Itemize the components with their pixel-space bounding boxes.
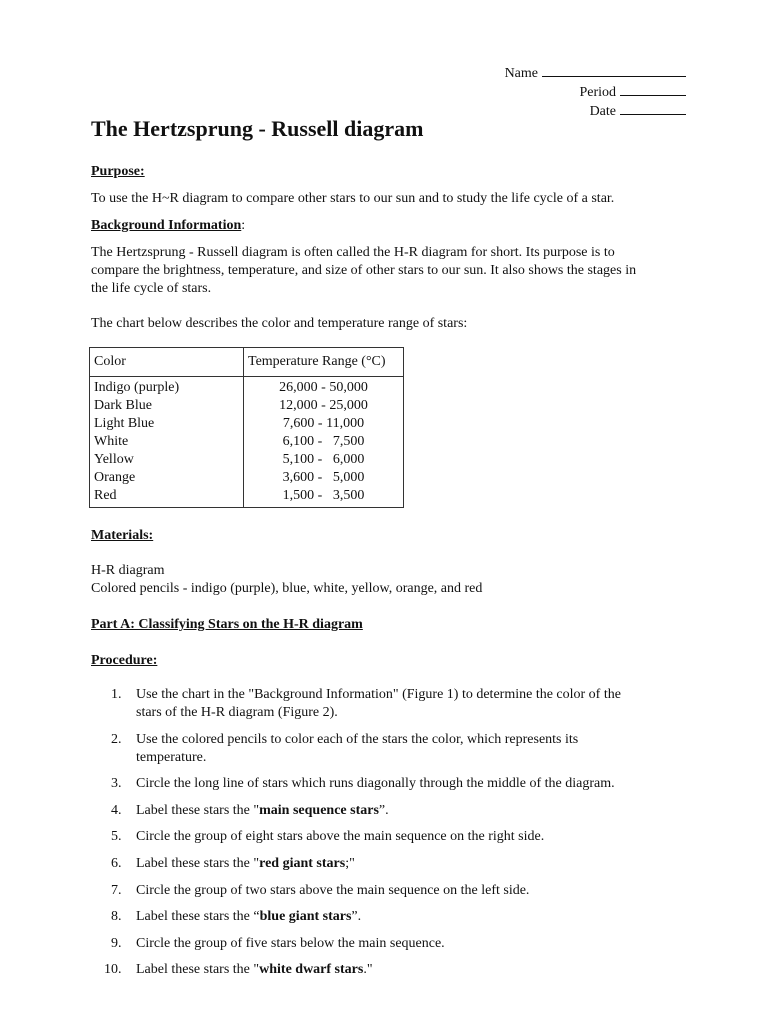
list-item: [91, 961, 691, 979]
procedure-heading: [91, 652, 691, 670]
range-cell: 1,500 - 3,500: [282, 488, 365, 503]
step-text-pre: Label these stars the ": [136, 962, 260, 978]
list-item: [91, 686, 691, 722]
color-cell: Indigo (purple): [94, 380, 180, 395]
step-text-pre: Label these stars the ": [136, 855, 260, 871]
range-column: [244, 377, 404, 508]
range-cell: 6,100 - 7,500: [282, 434, 365, 449]
table-header-row: [90, 348, 404, 377]
list-item: [91, 802, 691, 820]
background-heading-text: Background Information: [91, 218, 242, 233]
star-temperature-table: [89, 347, 404, 508]
name-blank[interactable]: [542, 64, 686, 77]
color-cell: Dark Blue: [94, 398, 152, 413]
range-cell: 12,000 - 25,000: [279, 398, 368, 413]
list-item: [91, 828, 691, 846]
purpose-text: To use the H~R diagram to compare other stars to our sun and to study the life cycle of a star.: [91, 191, 615, 206]
step-number: 2.: [111, 731, 122, 747]
background-paragraph: [91, 244, 691, 298]
list-item: [91, 855, 691, 873]
procedure-heading-text: Procedure:: [91, 653, 158, 668]
materials-item: H-R diagram: [91, 563, 165, 578]
range-cell: 3,600 - 5,000: [282, 470, 365, 485]
materials-list: [91, 562, 691, 598]
step-number: 4.: [111, 802, 122, 818]
step-number: 5.: [111, 829, 122, 845]
step-text-pre: Label these stars the “: [136, 909, 260, 925]
color-cell: Orange: [94, 470, 136, 485]
purpose-heading-text: Purpose:: [91, 164, 145, 179]
step-number: 9.: [111, 935, 122, 951]
student-info-fields: [505, 64, 686, 121]
step-number: 8.: [111, 909, 122, 925]
name-label: Name: [504, 66, 538, 81]
period-blank[interactable]: [620, 83, 686, 96]
page-title: The Hertzsprung - Russell diagram: [91, 116, 424, 141]
step-text: Circle the group of five stars below the main sequence.: [136, 935, 445, 951]
background-heading-suffix: :: [241, 218, 246, 233]
step-text-continued: temperature.: [136, 749, 207, 765]
materials-heading-text: Materials:: [91, 528, 154, 543]
materials-item: Colored pencils - indigo (purple), blue, white, yellow, orange, and red: [91, 581, 483, 596]
range-cell: 5,100 - 6,000: [282, 452, 365, 467]
date-blank[interactable]: [620, 102, 686, 115]
step-text-bold: white dwarf stars: [259, 962, 364, 978]
step-number: 6.: [111, 855, 122, 871]
list-item: [91, 908, 691, 926]
chart-intro: The chart below describes the color and temperature range of stars:: [91, 316, 468, 331]
step-text: Circle the long line of stars which runs diagonally through the middle of the diagram.: [136, 776, 615, 792]
table-header-color: Color: [90, 348, 244, 377]
name-field[interactable]: [505, 64, 686, 83]
period-field[interactable]: [505, 83, 686, 102]
step-text-pre: Label these stars the ": [136, 802, 260, 818]
step-number: 10.: [104, 962, 122, 978]
part-a-heading-text: Part A: Classifying Stars on the H-R diagram: [91, 617, 363, 632]
materials-heading: [91, 527, 691, 545]
step-text-post: .": [363, 962, 373, 978]
background-heading: [91, 217, 691, 235]
date-field[interactable]: [505, 102, 686, 121]
period-label: Period: [579, 85, 616, 100]
color-cell: Yellow: [94, 452, 134, 467]
step-text: Circle the group of two stars above the main sequence on the left side.: [136, 882, 530, 898]
step-text-post: ;": [345, 855, 355, 871]
part-a-heading: [91, 616, 691, 634]
step-number: 3.: [111, 776, 122, 792]
date-label: Date: [589, 104, 616, 119]
step-text-bold: red giant stars: [259, 855, 346, 871]
background-line-3: the life cycle of stars.: [91, 281, 212, 296]
range-cell: 26,000 - 50,000: [279, 380, 368, 395]
step-text: Circle the group of eight stars above the main sequence on the right side.: [136, 829, 545, 845]
step-text: Use the colored pencils to color each of the stars the color, which represents its: [136, 731, 579, 747]
color-cell: Light Blue: [94, 416, 155, 431]
table-header-range: Temperature Range (°C): [244, 348, 404, 377]
list-item: [91, 882, 691, 900]
step-text-post: ”.: [378, 802, 389, 818]
table-row: [90, 377, 404, 508]
step-text-bold: blue giant stars: [259, 909, 352, 925]
list-item: [91, 731, 691, 767]
color-cell: White: [94, 434, 129, 449]
step-number: 7.: [111, 882, 122, 898]
range-cell: 7,600 - 11,000: [282, 416, 365, 431]
color-cell: Red: [94, 488, 117, 503]
background-line-1: The Hertzsprung - Russell diagram is often called the H-R diagram for short. Its purpose is to: [91, 245, 615, 260]
step-text-continued: stars of the H-R diagram (Figure 2).: [136, 705, 338, 720]
color-column: [90, 377, 244, 508]
step-text: Use the chart in the "Background Information" (Figure 1) to determine the color of the: [136, 687, 621, 702]
purpose-heading: [91, 163, 691, 181]
step-text-post: ”.: [351, 909, 362, 925]
step-text-bold: main sequence stars: [259, 802, 379, 818]
list-item: [91, 935, 691, 953]
list-item: [91, 775, 691, 793]
procedure-steps: [91, 686, 691, 988]
step-number: 1.: [111, 687, 122, 702]
background-line-2: compare the brightness, temperature, and size of other stars to our sun. It also shows the stages in: [91, 263, 637, 278]
